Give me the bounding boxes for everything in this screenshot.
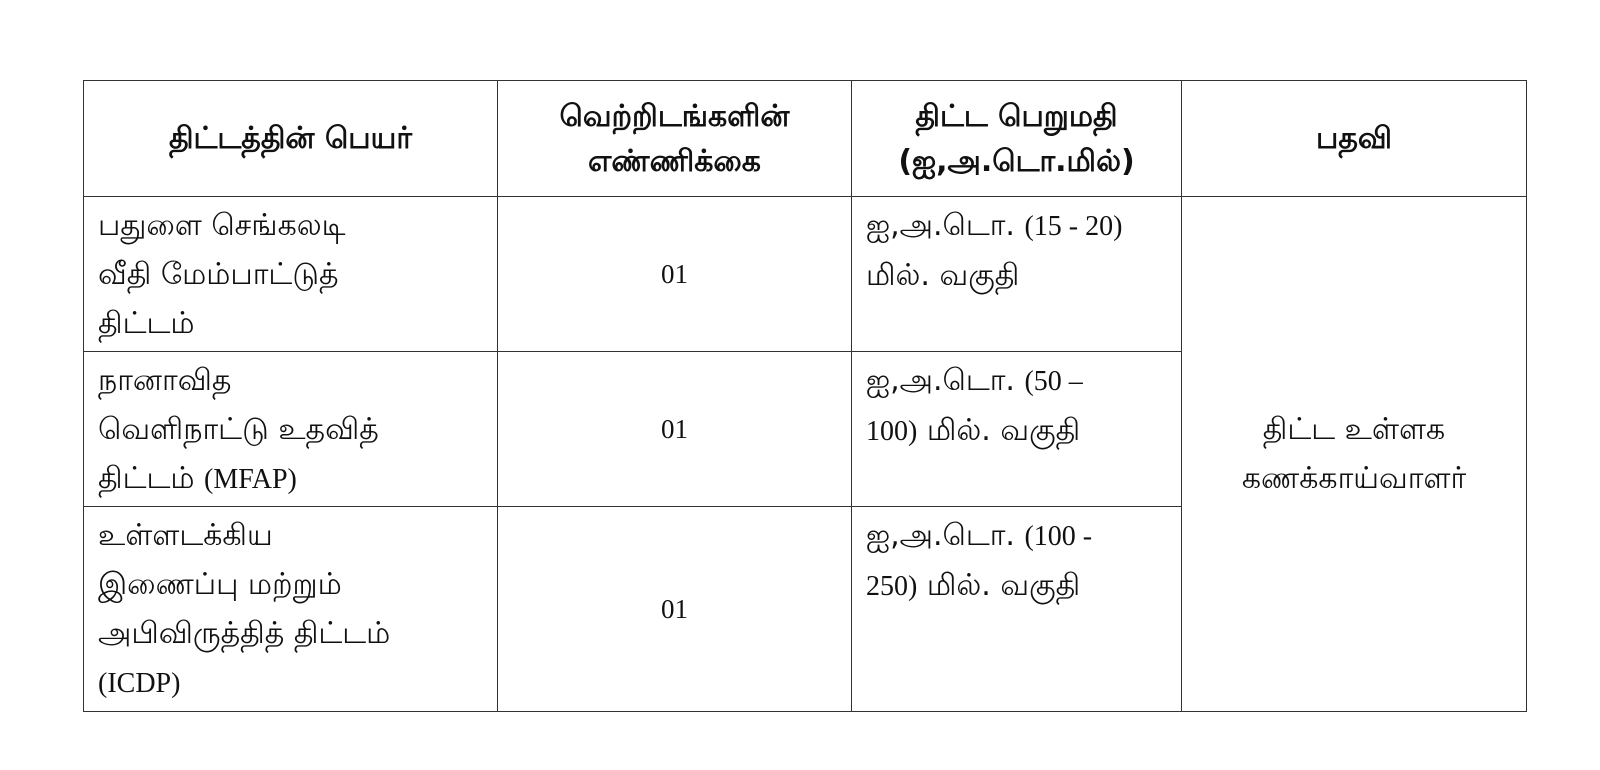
vacancy-count: 01 xyxy=(661,593,688,624)
project-name-line: நானாவித xyxy=(98,363,232,398)
value-unit: மில். வகுதி xyxy=(926,568,1081,603)
project-name-acronym: (MFAP) xyxy=(204,464,297,495)
vacancy-count: 01 xyxy=(661,413,688,444)
table-row xyxy=(84,197,1527,352)
project-name-cell xyxy=(84,197,498,352)
value-range: (100 - xyxy=(1024,521,1093,552)
header-vacancies-line1: வெற்றிடங்களின் xyxy=(559,98,790,134)
value-range-end: 250) xyxy=(866,571,918,602)
vacancy-count-cell xyxy=(498,197,852,352)
project-value-cell xyxy=(852,197,1182,352)
project-name-acronym: (ICDP) xyxy=(98,668,181,699)
header-value-line2: (ஐ,அ.டொ.மில்) xyxy=(898,143,1135,179)
header-row xyxy=(84,81,1527,197)
project-name-line xyxy=(98,454,491,504)
post-line1: திட்ட உள்ளக xyxy=(1262,412,1446,447)
value-line-1 xyxy=(866,511,1175,561)
value-unit: மில். வகுதி xyxy=(926,413,1081,448)
vacancy-count-cell xyxy=(498,352,852,507)
project-name-line: உள்ளடக்கிய xyxy=(98,518,273,553)
header-project-value xyxy=(852,81,1182,197)
value-range: (15 - 20) xyxy=(1024,211,1123,242)
value-line-2 xyxy=(866,251,1175,300)
project-name-line: இணைப்பு மற்றும் xyxy=(98,567,342,602)
header-project-name-text: திட்டத்தின் பெயர் xyxy=(168,121,413,156)
project-name-line: பதுளை செங்கலடி xyxy=(98,208,346,243)
project-name-cell xyxy=(84,507,498,712)
project-name-line xyxy=(98,658,491,708)
project-name-line: வீதி மேம்பாட்டுத் xyxy=(98,257,339,292)
value-line-1 xyxy=(866,356,1175,406)
project-name-line: அபிவிருத்தித் திட்டம் xyxy=(98,616,391,651)
post-cell xyxy=(1182,197,1527,712)
project-value-cell xyxy=(852,352,1182,507)
header-vacancies-line2: எண்ணிக்கை xyxy=(588,143,761,179)
value-line-2 xyxy=(866,406,1175,456)
header-value-line1: திட்ட பெறுமதி xyxy=(915,98,1118,134)
value-line-1 xyxy=(866,201,1175,251)
value-prefix: ஐ,அ.டொ. xyxy=(866,363,1015,398)
header-project-name xyxy=(84,81,498,197)
header-post-text: பதவி xyxy=(1316,121,1392,156)
value-range-end: 100) xyxy=(866,416,918,447)
value-line-2 xyxy=(866,561,1175,611)
vacancy-count: 01 xyxy=(661,258,688,289)
project-value-cell xyxy=(852,507,1182,712)
header-post xyxy=(1182,81,1527,197)
vacancy-count-cell xyxy=(498,507,852,712)
post-line2: கணக்காய்வாளர் xyxy=(1241,461,1467,496)
value-prefix: ஐ,அ.டொ. xyxy=(866,518,1015,553)
value-range: (50 – xyxy=(1024,366,1083,397)
value-unit: மில். வகுதி xyxy=(866,258,1020,293)
project-name-cell xyxy=(84,352,498,507)
vacancy-table xyxy=(83,80,1527,712)
header-vacancies xyxy=(498,81,852,197)
project-name-line: வெளிநாட்டு உதவித் xyxy=(98,412,379,447)
project-name-word: திட்டம் xyxy=(98,461,195,496)
project-name-line: திட்டம் xyxy=(98,306,195,341)
value-prefix: ஐ,அ.டொ. xyxy=(866,208,1015,243)
